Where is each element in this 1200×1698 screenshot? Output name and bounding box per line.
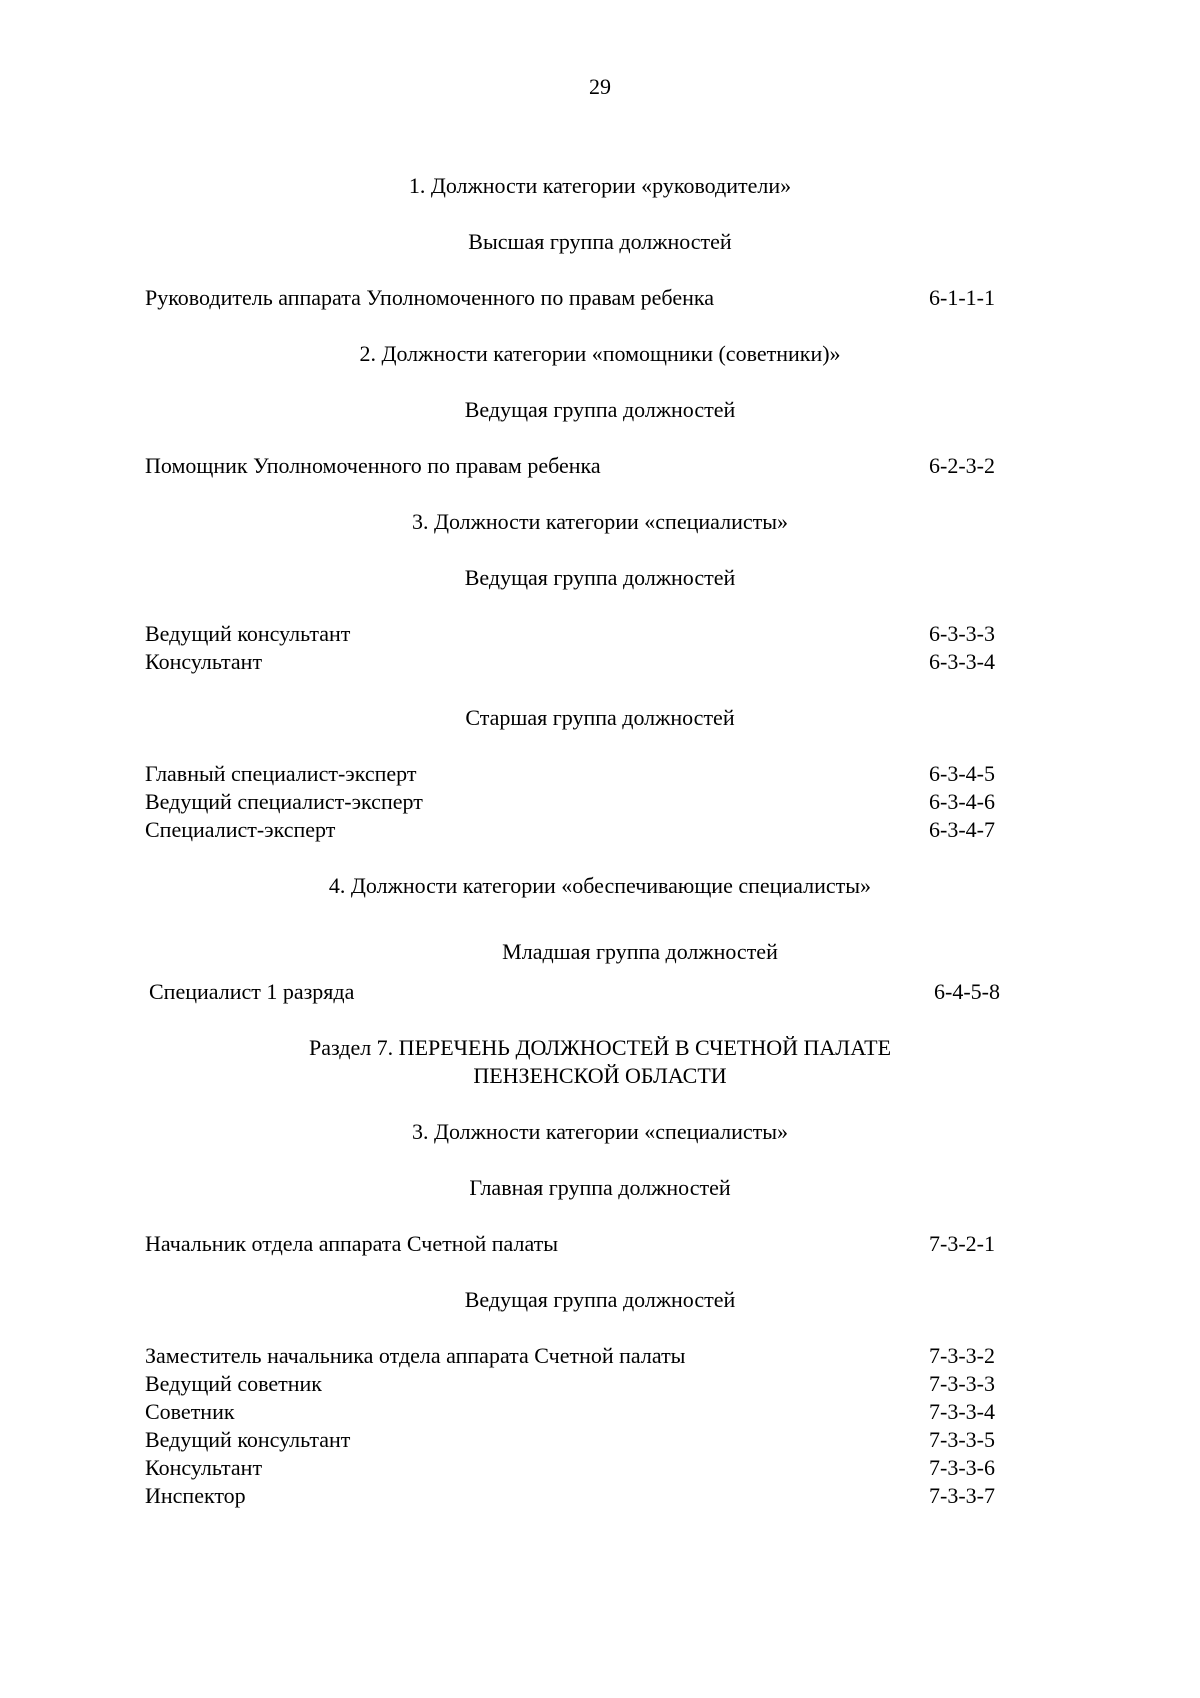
position-name: Ведущий консультант [145,1427,351,1452]
position-code: 6-4-5-8 [934,979,1000,1004]
group-heading: Младшая группа должностей [502,939,778,964]
group-heading: Ведущая группа должностей [464,565,736,590]
position-name: Консультант [145,1455,263,1480]
position-code: 6-3-4-5 [929,761,995,786]
position-code: 6-3-4-7 [929,817,995,842]
position-code: 6-3-3-4 [929,649,995,674]
position-code: 6-1-1-1 [929,285,995,310]
position-name: Ведущий специалист-эксперт [145,789,423,814]
group-heading: Ведущая группа должностей [464,397,736,422]
position-code: 7-3-3-2 [929,1343,995,1368]
position-name: Советник [145,1399,235,1424]
group-heading: Ведущая группа должностей [464,1287,736,1312]
position-name: Специалист-эксперт [145,817,336,842]
position-name: Ведущий консультант [145,621,351,646]
category-heading: 1. Должности категории «руководители» [408,173,792,198]
position-name: Заместитель начальника отдела аппарата Счетной палаты [145,1343,686,1368]
position-name: Специалист 1 разряда [149,979,355,1004]
category-heading: 4. Должности категории «обеспечивающие специалисты» [328,873,872,898]
position-name: Руководитель аппарата Уполномоченного по правам ребенка [145,285,714,310]
position-name: Ведущий советник [145,1371,322,1396]
section-title: Раздел 7. ПЕРЕЧЕНЬ ДОЛЖНОСТЕЙ В СЧЕТНОЙ ПАЛАТЕ [308,1035,892,1060]
position-code: 6-3-4-6 [929,789,995,814]
category-heading: 2. Должности категории «помощники (советники)» [359,341,841,366]
category-heading: 3. Должности категории «специалисты» [411,509,789,534]
position-name: Помощник Уполномоченного по правам ребенка [145,453,601,478]
position-code: 7-3-3-4 [929,1399,995,1424]
position-code: 7-3-3-3 [929,1371,995,1396]
position-name: Главный специалист-эксперт [145,761,417,786]
position-name: Инспектор [145,1483,246,1508]
position-name: Консультант [145,649,263,674]
position-code: 7-3-3-6 [929,1455,995,1480]
position-code: 6-3-3-3 [929,621,995,646]
group-heading: Высшая группа должностей [468,229,732,254]
page-number: 29 [589,74,611,99]
position-code: 7-3-3-7 [929,1483,995,1508]
category-heading: 3. Должности категории «специалисты» [411,1119,789,1144]
position-name: Начальник отдела аппарата Счетной палаты [145,1231,559,1256]
section-title: ПЕНЗЕНСКОЙ ОБЛАСТИ [473,1063,727,1088]
position-code: 6-2-3-2 [929,453,995,478]
group-heading: Главная группа должностей [469,1175,731,1200]
position-code: 7-3-2-1 [929,1231,995,1256]
position-code: 7-3-3-5 [929,1427,995,1452]
group-heading: Старшая группа должностей [465,705,735,730]
